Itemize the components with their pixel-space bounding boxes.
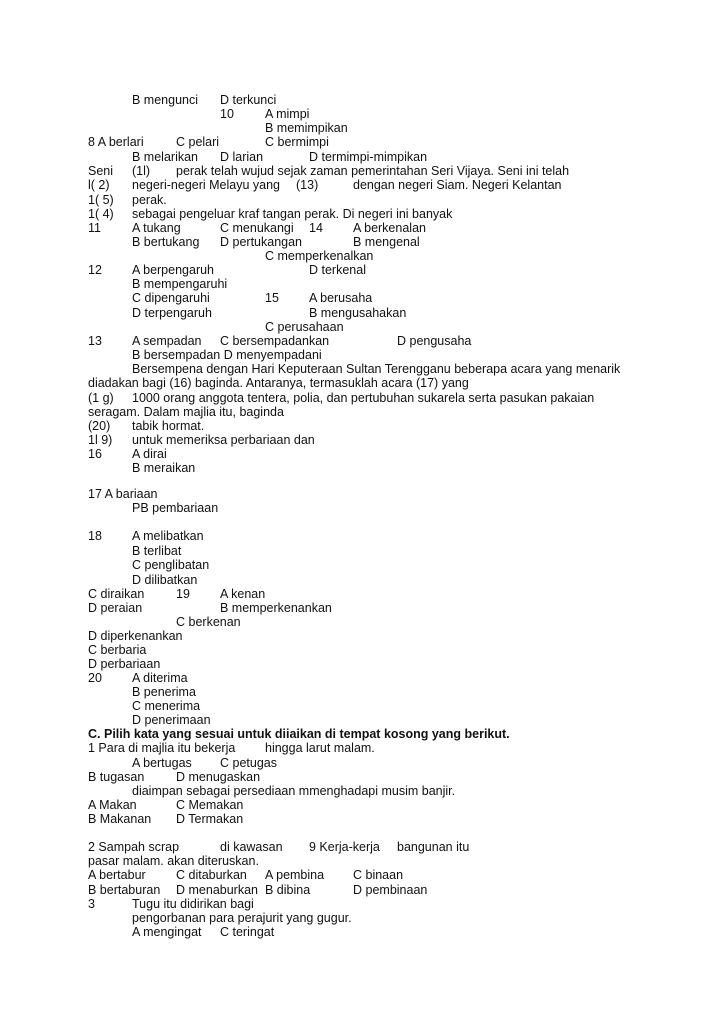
text-segment: 9 Kerja-kerja <box>309 840 380 854</box>
text-segment: 1000 orang anggota tentera, polia, dan pertubuhan sukarela serta pasukan pakaian <box>132 391 595 405</box>
text-segment: 18 <box>88 529 102 543</box>
text-segment: diadakan bagi (16) baginda. Antaranya, termasuklah acara (17) yang <box>88 376 469 390</box>
text-segment: di kawasan <box>220 840 283 854</box>
text-segment: A bertugas <box>132 756 192 770</box>
text-segment: C memperkenalkan <box>265 249 374 263</box>
text-segment: B mengunci <box>132 93 199 107</box>
text-segment: pasar malam. akan diteruskan. <box>88 854 259 868</box>
text-segment: tabik hormat. <box>132 419 205 433</box>
text-segment: B mempengaruhi <box>132 277 228 291</box>
text-segment: 19 <box>176 587 190 601</box>
text-segment: D diperkenankan <box>88 629 183 643</box>
text-segment: A mimpi <box>265 107 310 121</box>
text-segment: B bertaburan <box>88 883 161 897</box>
text-segment: Tugu itu didirikan bagi <box>132 897 254 911</box>
text-segment: Seni <box>88 164 114 178</box>
section-instruction: Pilih kata yang sesuai untuk diiaikan di tempat kosong yang berikut. <box>104 727 510 741</box>
text-segment: B mengusahakan <box>309 306 407 320</box>
text-segment: 13 <box>88 334 102 348</box>
text-segment: D terkunci <box>220 93 277 107</box>
text-segment: C bersempadankan <box>220 334 330 348</box>
text-segment: D menugaskan <box>176 770 261 784</box>
text-segment: C Memakan <box>176 798 244 812</box>
text-segment: D terpengaruh <box>132 306 212 320</box>
text-segment: C diraikan <box>88 587 145 601</box>
text-segment: diaimpan sebagai persediaan mmenghadapi musim banjir. <box>132 784 456 798</box>
text-segment: seragam. Dalam majlia itu, baginda <box>88 405 284 419</box>
text-segment: D pembinaan <box>353 883 428 897</box>
text-segment: A kenan <box>220 587 266 601</box>
text-segment: 1( 5) <box>88 193 114 207</box>
text-segment: B melarikan <box>132 150 198 164</box>
text-segment: A berpengaruh <box>132 263 215 277</box>
text-segment: A bertabur <box>88 868 146 882</box>
text-segment: B Makanan <box>88 812 152 826</box>
text-segment: hingga larut malam. <box>265 741 375 755</box>
text-segment: C menukangi <box>220 221 294 235</box>
text-segment: bangunan itu <box>397 840 470 854</box>
text-segment: B bertukang <box>132 235 200 249</box>
text-segment: A melibatkan <box>132 529 204 543</box>
text-segment: D terkenal <box>309 263 366 277</box>
text-segment: B mengenal <box>353 235 420 249</box>
text-segment: PB pembariaan <box>132 501 219 515</box>
text-segment: B bersempadan D menyempadani <box>132 348 322 362</box>
text-segment: B penerima <box>132 685 196 699</box>
text-segment: D peraian <box>88 601 143 615</box>
text-segment: 14 <box>309 221 323 235</box>
text-segment: perak telah wujud sejak zaman pemerintahan Seri Vijaya. Seni ini telah <box>176 164 570 178</box>
text-segment: 10 <box>220 107 234 121</box>
text-segment: l( 2) <box>88 178 110 192</box>
text-segment: D termimpi-mimpikan <box>309 150 428 164</box>
text-segment: A tukang <box>132 221 181 235</box>
text-segment: perak. <box>132 193 167 207</box>
text-segment: C perusahaan <box>265 320 344 334</box>
text-segment: B memimpikan <box>265 121 348 135</box>
text-segment: D Termakan <box>176 812 244 826</box>
text-segment: dengan negeri Siam. Negeri Kelantan <box>353 178 562 192</box>
text-segment: 1l 9) <box>88 433 113 447</box>
text-segment: (1l) <box>132 164 151 178</box>
text-segment: B terlibat <box>132 544 182 558</box>
text-segment: D larian <box>220 150 264 164</box>
text-segment: C berbaria <box>88 643 147 657</box>
text-segment: C bermimpi <box>265 135 329 149</box>
text-segment: 12 <box>88 263 102 277</box>
text-segment: 20 <box>88 671 102 685</box>
text-segment: 15 <box>265 291 279 305</box>
text-segment: (20) <box>88 419 111 433</box>
text-segment: B tugasan <box>88 770 145 784</box>
text-segment: D penerimaan <box>132 713 211 727</box>
text-segment: C. <box>88 727 101 741</box>
text-segment: 1( 4) <box>88 207 114 221</box>
text-segment: 3 <box>88 897 95 911</box>
text-segment: A dirai <box>132 447 167 461</box>
text-segment: A diterima <box>132 671 188 685</box>
text-segment: C berkenan <box>176 615 241 629</box>
text-segment: B meraikan <box>132 461 196 475</box>
text-segment: Bersempena dengan Hari Keputeraan Sultan Terengganu beberapa acara yang menarik <box>132 362 621 376</box>
text-segment: pengorbanan para perajurit yang gugur. <box>132 911 352 925</box>
text-segment: B memperkenankan <box>220 601 332 615</box>
text-segment: sebagai pengeluar kraf tangan perak. Di negeri ini banyak <box>132 207 453 221</box>
text-segment: (1 g) <box>88 391 114 405</box>
text-segment: C penglibatan <box>132 558 210 572</box>
text-segment: A Makan <box>88 798 137 812</box>
text-segment: C dipengaruhi <box>132 291 210 305</box>
text-segment: C binaan <box>353 868 404 882</box>
text-segment: C petugas <box>220 756 277 770</box>
text-segment: C menerima <box>132 699 201 713</box>
text-segment: A sempadan <box>132 334 202 348</box>
text-segment: B dibina <box>265 883 311 897</box>
text-segment: A berkenalan <box>353 221 426 235</box>
text-segment: 8 A berlari <box>88 135 144 149</box>
text-segment: 16 <box>88 447 102 461</box>
text-segment: D pertukangan <box>220 235 303 249</box>
text-segment: 11 <box>88 221 101 235</box>
text-segment: 17 A bariaan <box>88 487 158 501</box>
text-segment: D perbariaan <box>88 657 161 671</box>
text-segment: D menaburkan <box>176 883 258 897</box>
text-segment: negeri-negeri Melayu yang <box>132 178 281 192</box>
text-segment: A pembina <box>265 868 325 882</box>
text-segment: 2 Sampah scrap <box>88 840 180 854</box>
text-segment: A mengingat <box>132 925 202 939</box>
text-segment: D dilibatkan <box>132 573 198 587</box>
text-segment: 1 Para di majlia itu bekerja <box>88 741 236 755</box>
text-segment: C ditaburkan <box>176 868 247 882</box>
text-segment: A berusaha <box>309 291 373 305</box>
text-segment: (13) <box>296 178 319 192</box>
text-segment: untuk memeriksa perbariaan dan <box>132 433 315 447</box>
text-segment: C pelari <box>176 135 220 149</box>
text-segment: D pengusaha <box>397 334 472 348</box>
text-segment: C teringat <box>220 925 275 939</box>
